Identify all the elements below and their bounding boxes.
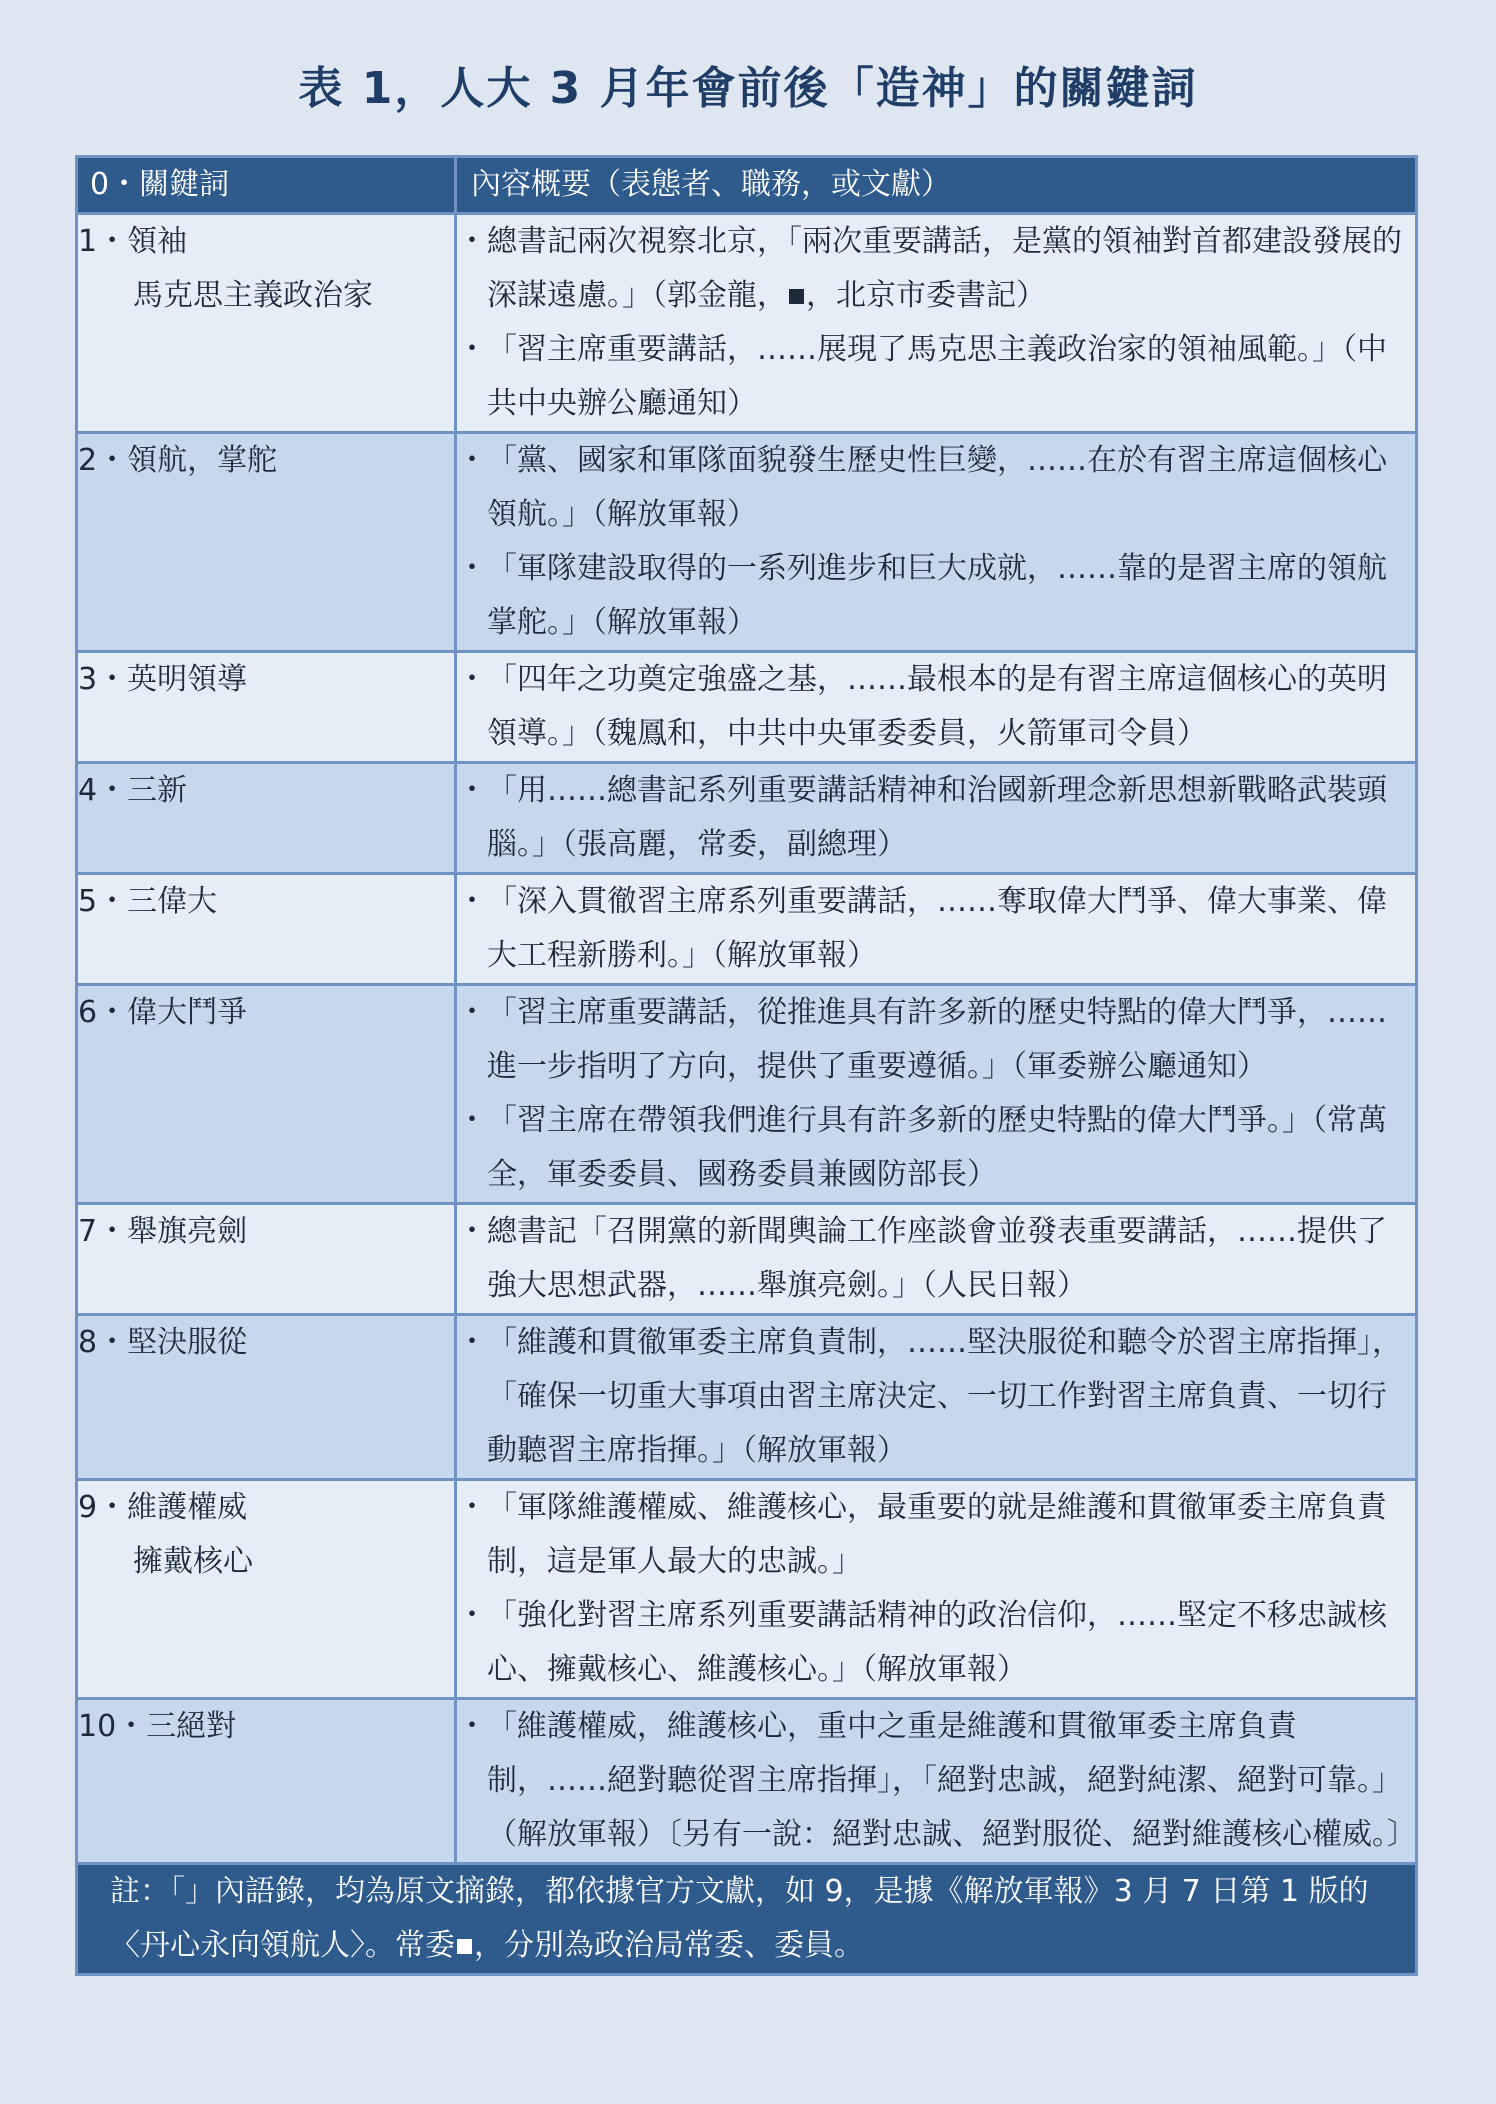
content-text-part: 「軍隊建設取得的一系列進步和巨大成就，……靠的是習主席的領航掌舵。」（解放軍報） <box>487 551 1387 640</box>
content-item <box>457 653 1415 761</box>
content-item <box>457 1481 1415 1589</box>
content-item <box>457 542 1415 650</box>
keyword-cell <box>77 1699 456 1864</box>
content-text-part: 「維護權威，維護核心，重中之重是維護和貫徹軍委主席負責制，……絕對聽從習主席指揮」，「絕對忠誠，絕對純潔、絕對可靠。」（解放軍報）〔另有一說：絕對忠誠、絕對服從、絕對維護核心權威。〕 <box>487 1709 1417 1852</box>
content-item <box>457 434 1415 542</box>
keyword-cell <box>77 763 456 874</box>
keyword-cell <box>77 652 456 763</box>
content-text <box>487 542 1415 650</box>
content-cell <box>456 1204 1417 1315</box>
bullet-dot: ・ <box>457 884 487 919</box>
keyword-label <box>78 764 454 818</box>
content-item <box>457 1316 1415 1478</box>
bullet-dot: ・ <box>457 443 487 478</box>
keyword-number: 6・ <box>78 995 128 1030</box>
content-cell <box>456 874 1417 985</box>
content-item <box>457 1205 1415 1313</box>
keyword-label <box>78 1700 454 1754</box>
content-text <box>487 1205 1415 1313</box>
keyword-text: 三絕對 <box>146 1709 237 1744</box>
content-text-part: 「黨、國家和軍隊面貌發生歷史性巨變，……在於有習主席這個核心領航。」（解放軍報） <box>487 443 1387 532</box>
content-cell <box>456 1480 1417 1699</box>
keyword-cell <box>77 1204 456 1315</box>
bullet-dot: ・ <box>457 773 487 808</box>
note-part2: ，分別為政治局常委、委員。 <box>474 1928 864 1963</box>
content-text-part: 「維護和貫徹軍委主席負責制，……堅決服從和聽令於習主席指揮」，「確保一切重大事項由習主席決定、一切工作對習主席負責、一切行動聽習主席指揮。」（解放軍報） <box>487 1325 1402 1468</box>
content-text <box>487 1481 1415 1589</box>
keyword-sublabel: 擁戴核心 <box>133 1544 253 1579</box>
header-content: 內容概要（表態者、職務，或文獻） <box>456 157 1417 214</box>
note-part1: 註：「」內語錄，均為原文摘錄，都依據官方文獻，如 9，是據《解放軍報》3 月 7 日第 1 版的〈丹心永向領航人〉。常委 <box>110 1874 1369 1963</box>
table-row <box>77 1699 1417 1864</box>
table-row <box>77 763 1417 874</box>
keyword-number: 2・ <box>78 443 128 478</box>
table-row <box>77 985 1417 1204</box>
content-text-part: 「軍隊維護權威、維護核心，最重要的就是維護和貫徹軍委主席負責制，這是軍人最大的忠誠。」 <box>487 1490 1387 1579</box>
keyword-number: 9・ <box>78 1490 128 1525</box>
content-text <box>487 1094 1415 1202</box>
bullet-dot: ・ <box>457 1709 487 1744</box>
table-row <box>77 433 1417 652</box>
content-item <box>457 215 1415 323</box>
content-text <box>487 986 1415 1094</box>
keyword-text: 堅決服從 <box>127 1325 248 1360</box>
content-text-part: ，北京市委書記） <box>806 278 1046 313</box>
bullet-dot: ・ <box>457 332 487 367</box>
content-text-part: 「四年之功奠定強盛之基，……最根本的是有習主席這個核心的英明領導。」（魏鳳和，中共中央軍委委員，火箭軍司令員） <box>487 662 1387 751</box>
bullet-dot: ・ <box>457 1490 487 1525</box>
keyword-cell <box>77 1315 456 1480</box>
content-text <box>487 215 1415 323</box>
keyword-label <box>78 1316 454 1370</box>
content-cell <box>456 1699 1417 1864</box>
content-item <box>457 875 1415 983</box>
content-text-part: 「習主席重要講話，……展現了馬克思主義政治家的領袖風範。」（中共中央辦公廳通知） <box>487 332 1387 421</box>
keyword-cell <box>77 214 456 433</box>
content-text-part: 「強化對習主席系列重要講話精神的政治信仰，……堅定不移忠誠核心、擁戴核心、維護核心。」（解放軍報） <box>487 1598 1387 1687</box>
content-text-part: 「深入貫徹習主席系列重要講話，……奪取偉大鬥爭、偉大事業、偉大工程新勝利。」（解放軍報） <box>487 884 1387 973</box>
content-text-part: 總書記「召開黨的新聞輿論工作座談會並發表重要講話，……提供了強大思想武器，……舉旗亮劍。」（人民日報） <box>487 1214 1387 1303</box>
keyword-label <box>78 653 454 707</box>
content-item <box>457 1700 1415 1862</box>
keyword-number: 10・ <box>78 1709 147 1744</box>
keyword-text: 舉旗亮劍 <box>127 1214 248 1249</box>
content-text <box>487 434 1415 542</box>
note-cell <box>77 1864 1417 1975</box>
content-cell <box>456 1315 1417 1480</box>
header-keyword: 0・關鍵詞 <box>77 157 456 214</box>
keyword-label <box>78 1205 454 1259</box>
keyword-table <box>75 155 1418 1976</box>
redacted-square <box>457 1939 472 1954</box>
keyword-number: 4・ <box>78 773 128 808</box>
keyword-text: 偉大鬥爭 <box>127 995 248 1030</box>
bullet-dot: ・ <box>457 1214 487 1249</box>
keyword-number: 7・ <box>78 1214 128 1249</box>
bullet-dot: ・ <box>457 1325 487 1360</box>
keyword-label <box>78 215 454 269</box>
keyword-text: 三偉大 <box>127 884 218 919</box>
content-item <box>457 323 1415 431</box>
keyword-number: 5・ <box>78 884 128 919</box>
keyword-label <box>78 875 454 929</box>
content-text-part: 總書記兩次視察北京，「兩次重要講話，是黨的領袖對首都建設發展的深謀遠慮。」（郭金龍， <box>487 224 1402 313</box>
keyword-number: 3・ <box>78 662 128 697</box>
keyword-cell <box>77 985 456 1204</box>
content-cell <box>456 652 1417 763</box>
content-text <box>487 653 1415 761</box>
keyword-cell <box>77 433 456 652</box>
keyword-label <box>78 434 454 488</box>
content-cell <box>456 763 1417 874</box>
table-row <box>77 1480 1417 1699</box>
keyword-cell <box>77 1480 456 1699</box>
bullet-dot: ・ <box>457 662 487 697</box>
content-text <box>487 875 1415 983</box>
redacted-square <box>789 289 804 304</box>
content-text-part: 「習主席重要講話，從推進具有許多新的歷史特點的偉大鬥爭，……進一步指明了方向，提供了重要遵循。」（軍委辦公廳通知） <box>487 995 1387 1084</box>
content-text <box>487 323 1415 431</box>
note-text <box>78 1865 1415 1973</box>
content-item <box>457 1094 1415 1202</box>
content-text <box>487 1316 1415 1478</box>
keyword-text: 維護權威 <box>127 1490 248 1525</box>
content-cell <box>456 214 1417 433</box>
page-title: 表 1，人大 3 月年會前後「造神」的關鍵詞 <box>298 63 1198 114</box>
content-item <box>457 1589 1415 1697</box>
keyword-text: 領航，掌舵 <box>127 443 278 478</box>
keyword-label <box>78 986 454 1040</box>
note-row <box>77 1864 1417 1975</box>
bullet-dot: ・ <box>457 1598 487 1633</box>
table-row <box>77 652 1417 763</box>
keyword-text: 三新 <box>127 773 188 808</box>
content-item <box>457 986 1415 1094</box>
content-item <box>457 764 1415 872</box>
table-row <box>77 214 1417 433</box>
keyword-label <box>78 1481 454 1535</box>
content-text <box>487 1700 1415 1862</box>
bullet-dot: ・ <box>457 224 487 259</box>
table-row <box>77 1315 1417 1480</box>
keyword-text: 英明領導 <box>127 662 248 697</box>
table-row <box>77 1204 1417 1315</box>
bullet-dot: ・ <box>457 1103 487 1138</box>
bullet-dot: ・ <box>457 551 487 586</box>
table-header-row <box>77 157 1417 214</box>
keyword-text: 領袖 <box>127 224 188 259</box>
content-text-part: 「用……總書記系列重要講話精神和治國新理念新思想新戰略武裝頭腦。」（張高麗，常委，副總理） <box>487 773 1387 862</box>
keyword-number: 1・ <box>78 224 128 259</box>
keyword-number: 8・ <box>78 1325 128 1360</box>
content-text <box>487 1589 1415 1697</box>
content-text <box>487 764 1415 872</box>
keyword-sublabel: 馬克思主義政治家 <box>133 278 373 313</box>
keyword-cell <box>77 874 456 985</box>
content-cell <box>456 985 1417 1204</box>
content-text-part: 「習主席在帶領我們進行具有許多新的歷史特點的偉大鬥爭。」（常萬全，軍委委員、國務委員兼國防部長） <box>487 1103 1387 1192</box>
content-cell <box>456 433 1417 652</box>
bullet-dot: ・ <box>457 995 487 1030</box>
table-row <box>77 874 1417 985</box>
